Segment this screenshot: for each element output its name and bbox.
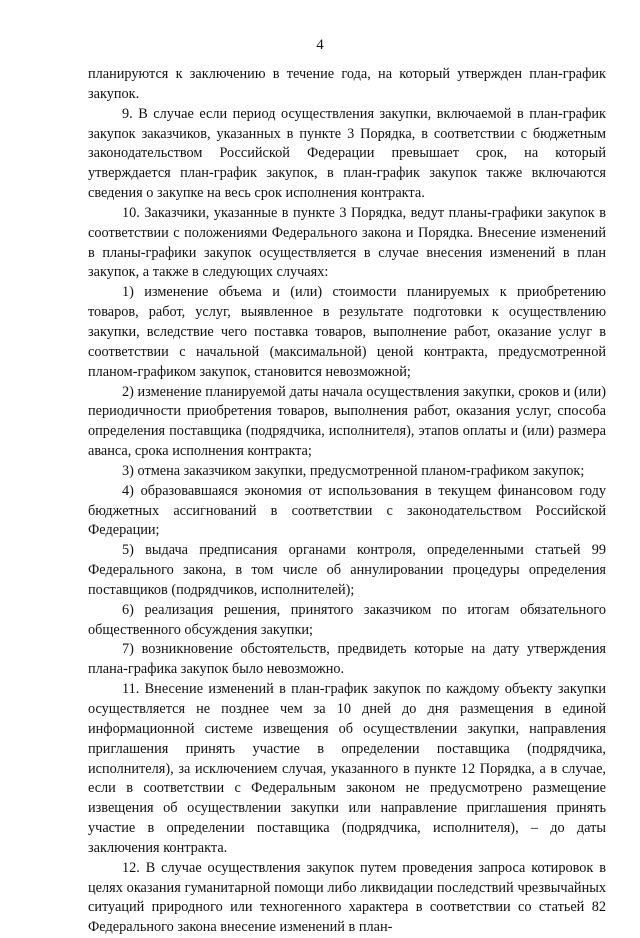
list-item-6: 6) реализация решения, принятого заказчиком по итогам обязательного общественного обсуждения закупки; <box>88 601 606 638</box>
paragraph-11: 11. Внесение изменений в план-график закупок по каждому объекту закупки осуществляется не позднее чем за 10 дней до дня размещения в единой информационной системе извещения об осуществлении закупки, направления приглашения принять участие в определении поставщика (подрядчика, исполнителя), за исключением случая, указанного в пункте 12 Порядка, а в случае, если в соответствии с Федеральным законом не предусмотрено размещение извещения об осуществлении закупки или направление приглашения принять участие в определении поставщика (подрядчика, исполнителя), – до даты заключения контракта. <box>88 681 606 856</box>
paragraph-continuation: планируются к заключению в течение года, на который утвержден план-график закупок. <box>88 66 606 102</box>
paragraph-10: 10. Заказчики, указанные в пункте 3 Порядка, ведут планы-графики закупок в соответствии с положениями Федерального закона и Порядка. Внесение изменений в планы-графики закупок осуществляется в случае внесения изменений в план закупок, а также в следующих случаях: <box>88 204 606 281</box>
document-body <box>88 65 606 938</box>
paragraph-12: 12. В случае осуществления закупок путем проведения запроса котировок в целях оказания гуманитарной помощи либо ликвидации последствий чрезвычайных ситуаций природного или техногенного характера в соответствии со статьей 82 Федерального закона внесение изменений в план- <box>88 859 606 936</box>
list-item-4: 4) образовавшаяся экономия от использования в текущем финансовом году бюджетных ассигнований в соответствии с законодательством Российской Федерации; <box>88 482 606 539</box>
list-item-7: 7) возникновение обстоятельств, предвидеть которые на дату утверждения плана-графика закупок было невозможно. <box>88 641 606 678</box>
list-item-1: 1) изменение объема и (или) стоимости планируемых к приобретению товаров, работ, услуг, выявленное в результате подготовки к осуществлению закупки, вследствие чего поставка товаров, выполнение работ, оказание услуг в соответствии с начальной (максимальной) ценой контракта, предусмотренной планом-графиком закупок, становится невозможной; <box>88 284 606 380</box>
paragraph-9: 9. В случае если период осуществления закупки, включаемой в план-график закупок заказчиков, указанных в пункте 3 Порядка, в соответствии с бюджетным законодательством Российской Федерации превышает срок, на который утверждается план-график закупок, в план-график закупок также включаются сведения о закупке на весь срок исполнения контракта. <box>88 105 606 202</box>
page-number: 4 <box>316 37 324 53</box>
list-item-2: 2) изменение планируемой даты начала осуществления закупки, сроков и (или) периодичности приобретения товаров, выполнения работ, оказания услуг, способа определения поставщика (подрядчика, исполнителя), этапов оплаты и (или) размера аванса, срока исполнения контракта; <box>88 383 606 460</box>
list-item-3: 3) отмена заказчиком закупки, предусмотренной планом-графиком закупок; <box>122 462 585 479</box>
list-item-5: 5) выдача предписания органами контроля, определенными статьей 99 Федерального закона, в том числе об аннулировании процедуры определения поставщиков (подрядчиков, исполнителей); <box>88 542 606 598</box>
